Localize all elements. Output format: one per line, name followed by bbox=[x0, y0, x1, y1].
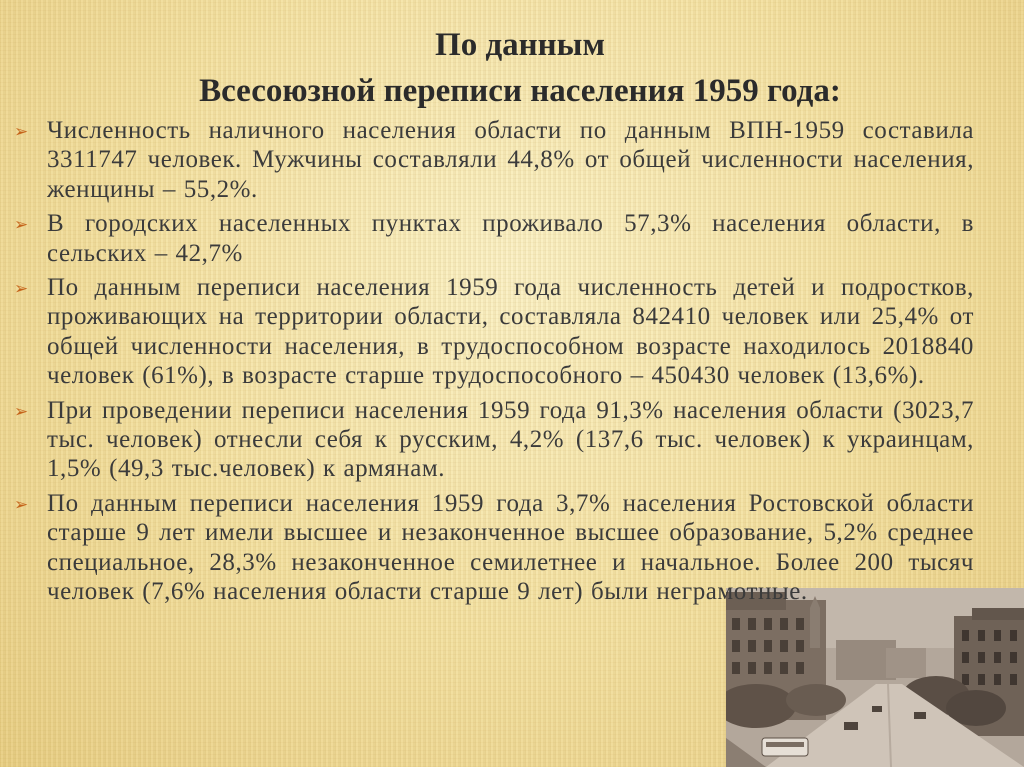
list-item bbox=[14, 273, 974, 391]
arrow-bullet-icon: ➢ bbox=[14, 215, 29, 236]
arrow-bullet-icon: ➢ bbox=[14, 279, 29, 300]
bullet-text: По данным переписи населения 1959 года численность детей и подростков, проживающих на территории области, составляла 842410 человек или 25,4% от общей численности населения, в трудоспособном возрасте находилось 2018840 человек (61%), в возрасте старше трудоспособного – 450430 человек (13,6%). bbox=[47, 274, 974, 390]
city-street-photo bbox=[726, 588, 1024, 767]
bullet-text: В городских населенных пунктах проживало 57,3% населения области, в сельских – 42,7% bbox=[47, 210, 974, 267]
bullet-text: При проведении переписи населения 1959 года 91,3% населения области (3023,7 тыс. человек) отнесли себя к русским, 4,2% (137,6 тыс. человек) к украинцам, 1,5% (49,3 тыс.человек) к армянам. bbox=[47, 396, 974, 483]
list-item bbox=[14, 116, 974, 204]
list-item bbox=[14, 489, 974, 607]
list-item bbox=[14, 209, 974, 268]
bullet-text: Численность наличного населения области по данным ВПН-1959 составила 3311747 человек. Мужчины составляли 44,8% от общей численности населения, женщины – 55,2%. bbox=[47, 117, 974, 203]
arrow-bullet-icon: ➢ bbox=[14, 494, 29, 515]
list-item bbox=[14, 396, 974, 484]
title-line-1: По данным bbox=[435, 27, 605, 63]
city-street-illustration bbox=[726, 588, 1024, 767]
arrow-bullet-icon: ➢ bbox=[14, 401, 29, 422]
title-line-2: Всесоюзной переписи населения 1959 года: bbox=[199, 73, 841, 109]
bullet-list bbox=[14, 116, 974, 612]
arrow-bullet-icon: ➢ bbox=[14, 122, 29, 142]
slide-title bbox=[0, 22, 1024, 114]
bullet-text: По данным переписи населения 1959 года 3,7% населения Ростовской области старше 9 лет имели высшее и незаконченное высшее образование, 5,2% среднее специальное, 28,3% незаконченное семилетнее и начальное. Более 200 тысяч человек (7,6% населения области старше 9 лет) были неграмотные. bbox=[47, 489, 974, 606]
